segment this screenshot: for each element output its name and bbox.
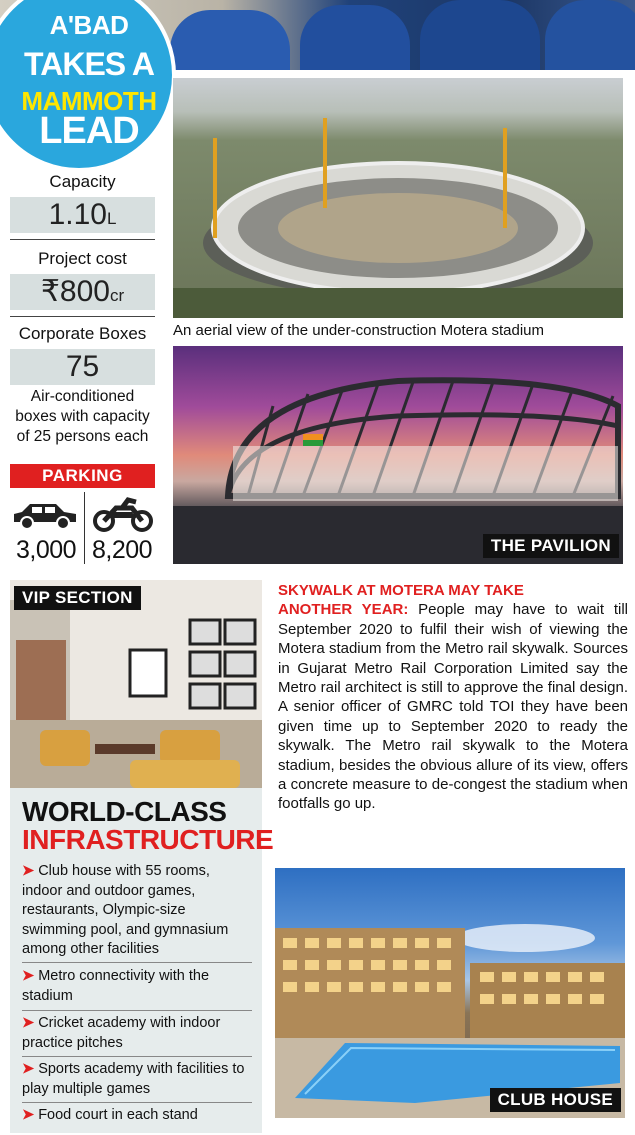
- skywalk-article: [278, 581, 628, 814]
- motorcycle-icon: [92, 494, 154, 534]
- infrastructure-item: [22, 1106, 254, 1126]
- vip-section-tag: VIP SECTION: [14, 586, 141, 610]
- bullet-arrow-icon: ➤: [22, 968, 39, 984]
- infrastructure-item: [22, 1060, 254, 1099]
- cost-value: 800: [59, 275, 110, 308]
- car-icon: [10, 494, 82, 534]
- divider: [22, 962, 252, 963]
- bullet-arrow-icon: ➤: [22, 1015, 39, 1031]
- capacity-value-box: [10, 197, 155, 233]
- cost-label: Project cost: [38, 249, 127, 268]
- headline-line-4: LEAD: [39, 110, 139, 152]
- aerial-stadium-photo: [173, 78, 623, 318]
- infrastructure-title-1: WORLD-CLASS: [22, 796, 227, 827]
- divider: [22, 1010, 252, 1011]
- infrastructure-title-2: INFRASTRUCTURE: [22, 824, 274, 855]
- infrastructure-item: [22, 967, 254, 1006]
- headline-line-2: TAKES A: [24, 46, 154, 82]
- cost-value-box: [10, 274, 155, 310]
- pavilion-tag: THE PAVILION: [483, 534, 619, 558]
- vip-section-photo: [10, 580, 262, 788]
- headline-line-1: A'BAD: [49, 10, 129, 40]
- infrastructure-item-text: Sports academy with facilities to play multiple games: [22, 1061, 245, 1097]
- capacity-label: Capacity: [49, 172, 116, 191]
- infrastructure-item-text: Cricket academy with indoor practice pitches: [22, 1015, 221, 1051]
- car-parking-count: 3,000: [15, 536, 77, 564]
- divider: [10, 239, 155, 240]
- parking-header: PARKING: [10, 464, 155, 488]
- article-headline-1: SKYWALK AT MOTERA MAY TAKE: [278, 582, 524, 599]
- boxes-value-box: [10, 349, 155, 385]
- article-headline-2: ANOTHER YEAR:: [278, 601, 409, 619]
- capacity-value: 1.10: [48, 198, 107, 231]
- infrastructure-item-text: Metro connectivity with the stadium: [22, 968, 210, 1004]
- pavilion-photo: [173, 346, 623, 564]
- divider: [84, 492, 85, 564]
- boxes-value: 75: [65, 350, 100, 383]
- divider: [22, 1102, 252, 1103]
- boxes-note-line-1: Air-conditioned: [30, 388, 135, 405]
- bullet-arrow-icon: ➤: [22, 863, 39, 879]
- headline-badge: [0, 0, 176, 172]
- divider: [22, 1056, 252, 1057]
- boxes-note-line-3: of 25 persons each: [16, 428, 149, 445]
- club-house-tag: CLUB HOUSE: [490, 1088, 621, 1112]
- aerial-caption: An aerial view of the under-construction Motera stadium: [173, 322, 545, 339]
- headline-line-3: MAMMOTH: [21, 86, 157, 116]
- infrastructure-item-text: Food court in each stand: [38, 1107, 198, 1123]
- cost-unit: cr: [109, 286, 125, 305]
- boxes-label: Corporate Boxes: [18, 324, 147, 343]
- capacity-unit: L: [106, 209, 117, 228]
- bullet-arrow-icon: ➤: [22, 1107, 39, 1123]
- boxes-note: [10, 387, 155, 447]
- infrastructure-item-text: Club house with 55 rooms, indoor and outdoor games, restaurants, Olympic-size swimming pool, and gymnasium among other facilities: [22, 863, 229, 958]
- club-house-photo: [275, 868, 625, 1118]
- infrastructure-item: [22, 1014, 254, 1053]
- bike-parking-count: 8,200: [91, 536, 153, 564]
- article-body: People may have to wait till September 2020 to fulfil their wish of viewing the Motera stadium from the Metro rail skywalk. Sources in Gujarat Metro Rail Corporation Limited say the Metro rail architect is still to approve the final design. A senior officer of GMRC told TOI they have been given time up to September 2020 to ready the skywalk. The Metro rail skywalk to the Motera stadium, besides the obvious allure of its view, offers a concrete measure to de-congest the stadium when footfalls go up.: [278, 601, 629, 813]
- bullet-arrow-icon: ➤: [22, 1061, 39, 1077]
- infrastructure-item: [22, 862, 254, 960]
- boxes-note-line-2: boxes with capacity: [15, 408, 150, 425]
- divider: [10, 316, 155, 317]
- cost-prefix: ₹: [40, 275, 60, 308]
